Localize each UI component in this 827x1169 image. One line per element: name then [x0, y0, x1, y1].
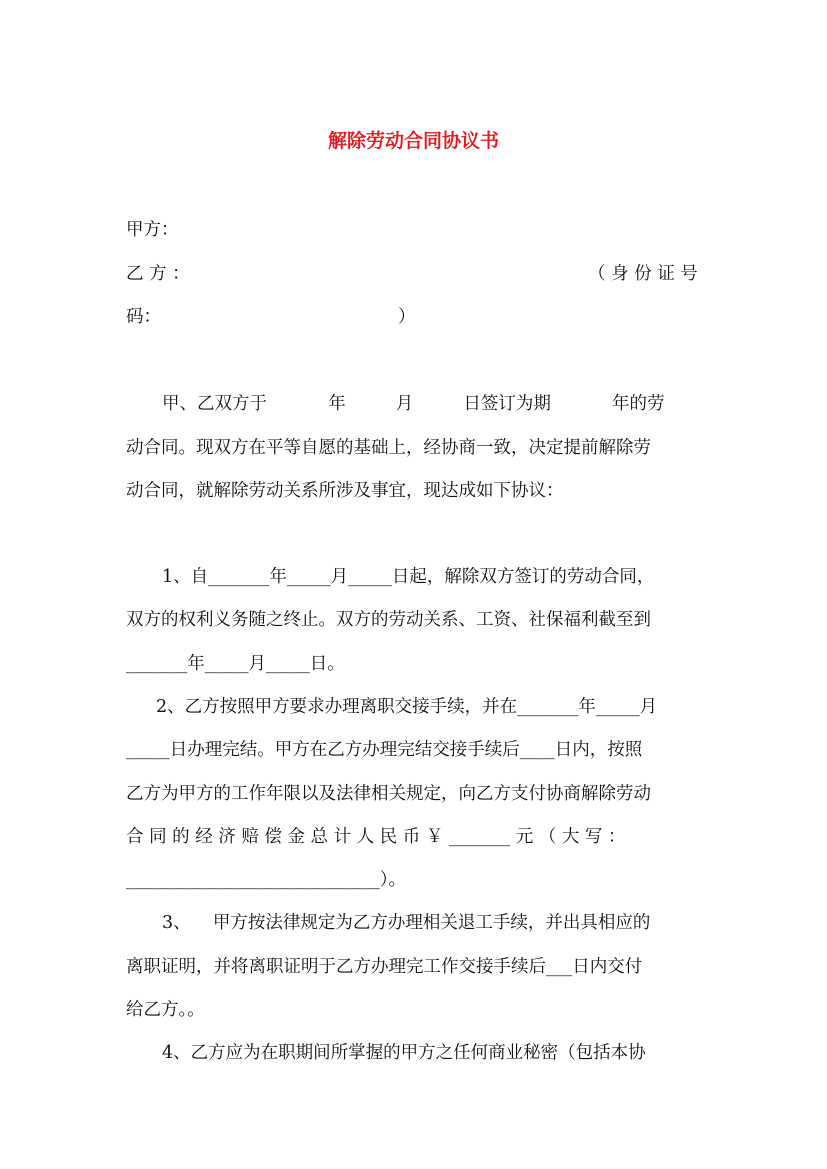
- intro-line-1: 甲、乙双方于 年 月 日签订为期 年的劳: [162, 394, 665, 414]
- clause-2-line-3: 乙方为甲方的工作年限以及法律相关规定，向乙方支付协商解除劳动: [126, 784, 651, 804]
- clause-2-line-2: _____日办理完结。甲方在乙方办理完结交接手续后____日内，按照: [126, 740, 643, 760]
- clause-2-line-5: _____________________________）。: [126, 870, 406, 890]
- clause-4-line-1: 4、乙方应为在职期间所掌握的甲方之任何商业秘密（包括本协: [162, 1043, 646, 1063]
- clause-1-line-1: 1、自_______年_____月_____日起，解除双方签订的劳动合同，: [162, 567, 655, 587]
- clause-1-line-2: 双方的权利义务随之终止。双方的劳动关系、工资、社保福利截至到: [126, 610, 651, 630]
- id-number-close: ）: [398, 307, 416, 327]
- clause-3-line-1: 3、 甲方按法律规定为乙方办理相关退工手续，并出具相应的: [162, 913, 651, 933]
- clause-3-line-3: 给乙方。。: [126, 1000, 205, 1020]
- clause-2-line-4: 合 同 的 经 济 赔 偿 金 总 计 人 民 币 ￥ _______ 元 （ 大 写 ：: [126, 827, 626, 847]
- document-title: 解除劳动合同协议书: [327, 130, 499, 152]
- intro-line-3: 动合同，就解除劳动关系所涉及事宜，现达成如下协议：: [126, 481, 564, 501]
- party-a-label: 甲方：: [126, 220, 179, 240]
- clause-3-line-2: 离职证明，并将离职证明于乙方办理完工作交接手续后___日内交付: [126, 957, 643, 977]
- intro-line-2: 动合同。现双方在平等自愿的基础上，经协商一致，决定提前解除劳: [126, 438, 651, 458]
- id-number-label: 码：: [126, 307, 161, 327]
- clause-2-line-1: 2、乙方按照甲方要求办理离职交接手续，并在_______年_____月: [156, 697, 658, 717]
- party-b-label: 乙 方 ：: [126, 264, 190, 284]
- clause-1-line-3: _______年_____月_____日。: [126, 654, 345, 674]
- id-number-open: （ 身 份 证 号: [588, 264, 698, 284]
